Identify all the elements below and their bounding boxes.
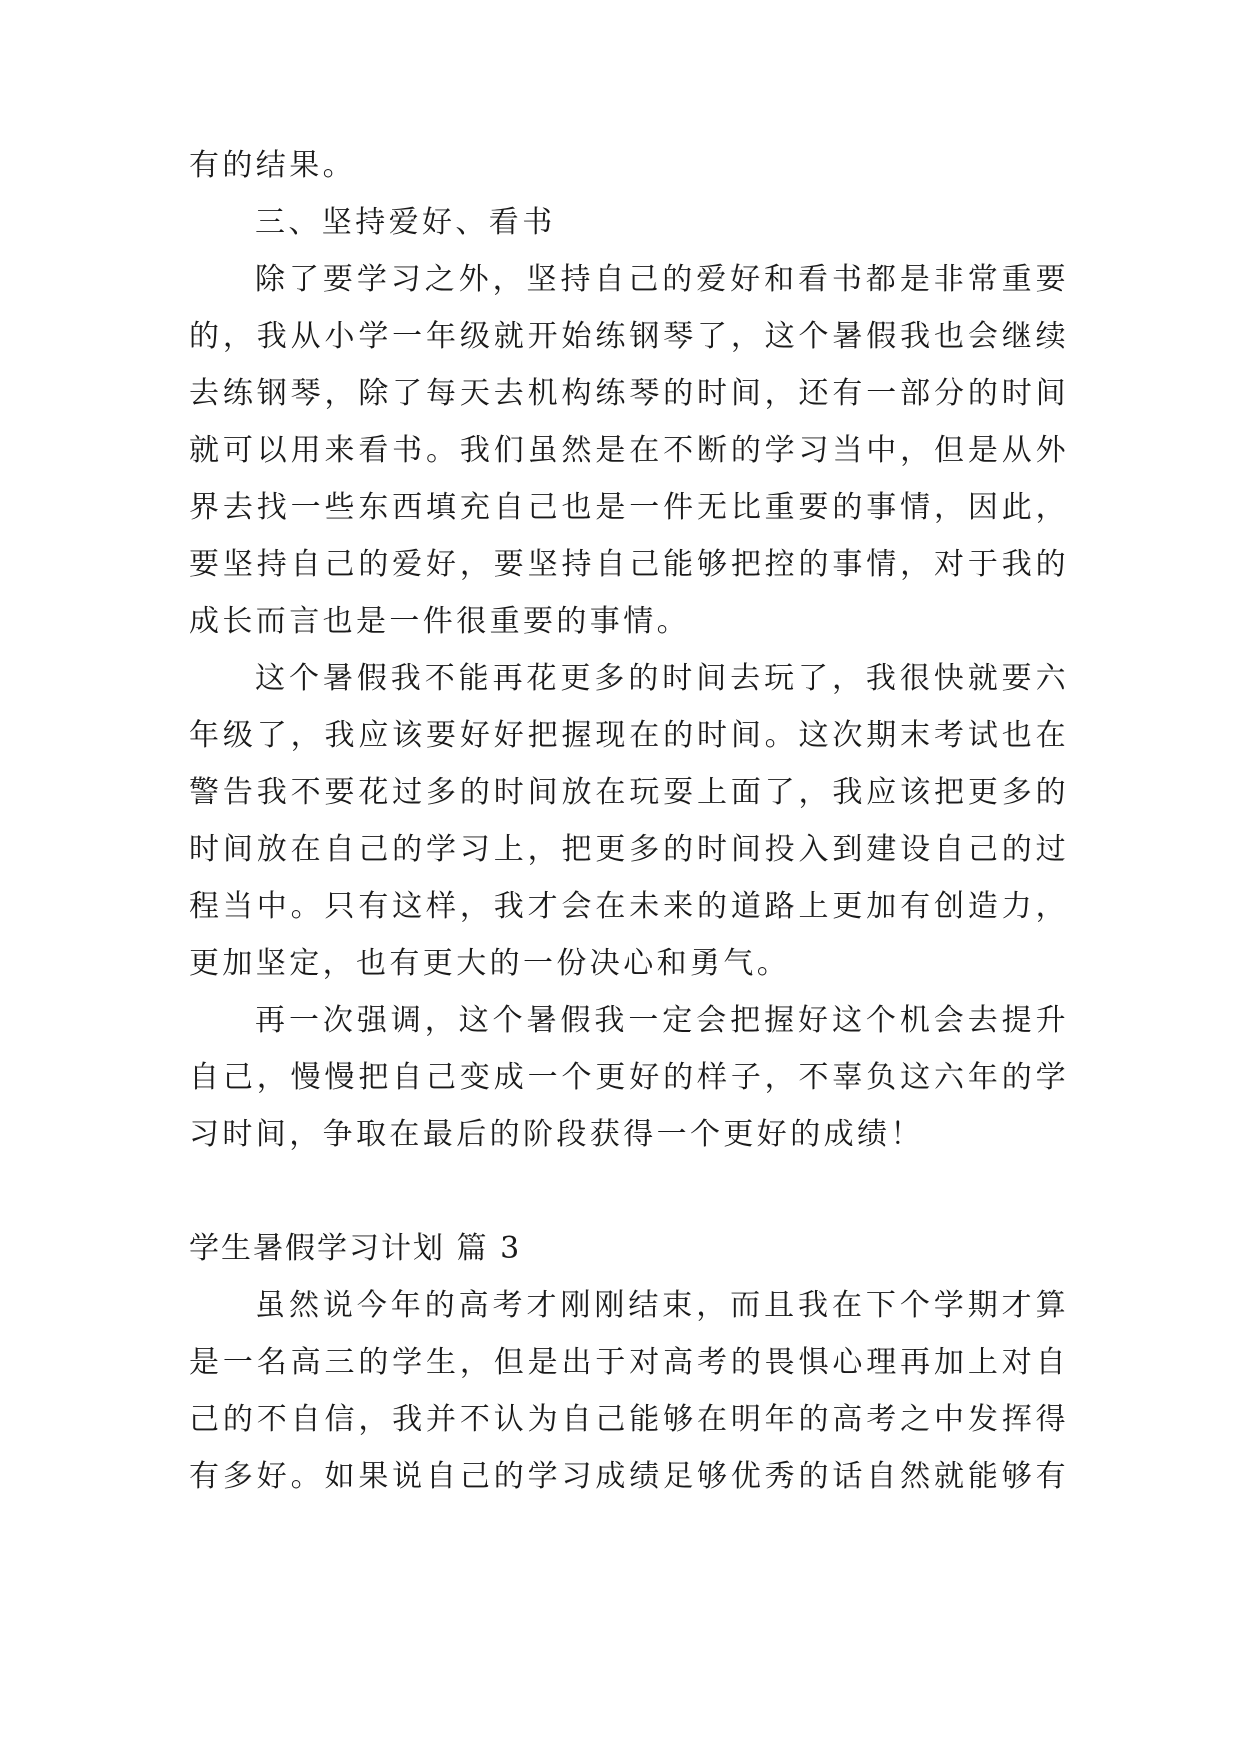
paragraph-line: 去练钢琴，除了每天去机构练琴的时间，还有一部分的时间 xyxy=(189,376,1069,411)
paragraph-line: 成长而言也是一件很重要的事情。 xyxy=(189,604,690,639)
paragraph-line: 就可以用来看书。我们虽然是在不断的学习当中，但是从外 xyxy=(189,433,1069,468)
paragraph-line: 要坚持自己的爱好，要坚持自己能够把控的事情，对于我的 xyxy=(189,547,1069,582)
paragraph-line: 虽然说今年的高考才刚刚结束，而且我在下个学期才算 xyxy=(255,1288,1069,1323)
paragraph-line: 的，我从小学一年级就开始练钢琴了，这个暑假我也会继续 xyxy=(189,319,1069,354)
article-title: 学生暑假学习计划 篇 3 xyxy=(189,1231,522,1266)
paragraph-line: 时间放在自己的学习上，把更多的时间投入到建设自己的过 xyxy=(189,832,1069,867)
paragraph-line: 是一名高三的学生，但是出于对高考的畏惧心理再加上对自 xyxy=(189,1345,1069,1380)
paragraph-line: 年级了，我应该要好好把握现在的时间。这次期末考试也在 xyxy=(189,718,1069,753)
paragraph-line: 这个暑假我不能再花更多的时间去玩了，我很快就要六 xyxy=(255,661,1069,696)
paragraph-line: 自己，慢慢把自己变成一个更好的样子，不辜负这六年的学 xyxy=(189,1060,1069,1095)
paragraph-line: 再一次强调，这个暑假我一定会把握好这个机会去提升 xyxy=(255,1003,1069,1038)
paragraph-line: 更加坚定，也有更大的一份决心和勇气。 xyxy=(189,946,791,981)
section-heading: 三、坚持爱好、看书 xyxy=(255,205,556,240)
paragraph-line: 有的结果。 xyxy=(189,148,356,183)
paragraph-line: 警告我不要花过多的时间放在玩耍上面了，我应该把更多的 xyxy=(189,775,1069,810)
paragraph-line: 程当中。只有这样，我才会在未来的道路上更加有创造力， xyxy=(189,889,1069,924)
paragraph-line: 习时间，争取在最后的阶段获得一个更好的成绩！ xyxy=(189,1117,924,1152)
paragraph-line: 除了要学习之外，坚持自己的爱好和看书都是非常重要 xyxy=(255,262,1069,297)
paragraph-line: 界去找一些东西填充自己也是一件无比重要的事情，因此， xyxy=(189,490,1069,525)
paragraph-line: 有多好。如果说自己的学习成绩足够优秀的话自然就能够有 xyxy=(189,1459,1069,1494)
paragraph-line: 己的不自信，我并不认为自己能够在明年的高考之中发挥得 xyxy=(189,1402,1069,1437)
